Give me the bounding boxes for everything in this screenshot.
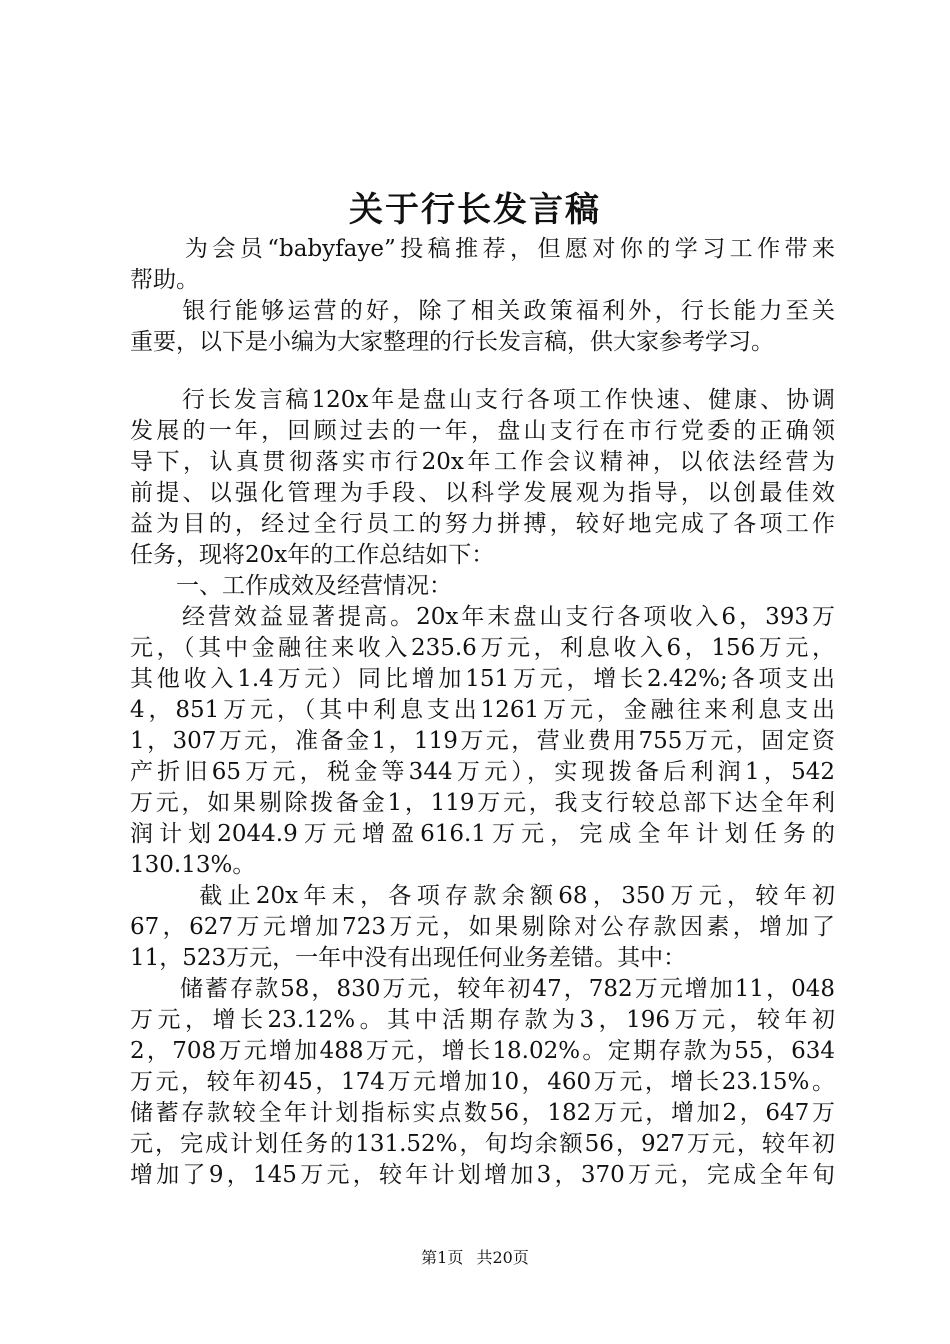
paragraph-line: 增加了9，145万元，较年计划增加3，370万元，完成全年旬 — [130, 1162, 835, 1188]
paragraph-line: 截止20x年末，各项存款余额68，350万元，较年初 — [130, 883, 835, 909]
paragraph-deposits — [130, 881, 835, 974]
paragraph-line: 发展的一年，回顾过去的一年，盘山支行在市行党委的正确领 — [130, 418, 835, 444]
page-footer — [0, 1245, 950, 1268]
paragraph-line: 银行能够运营的好，除了相关政策福利外，行长能力至关 — [130, 298, 835, 324]
paragraph-line: 元，（其中金融往来收入235.6万元，利息收入6，156万元， — [130, 635, 835, 661]
paragraph-line: 行长发言稿120x年是盘山支行各项工作快速、健康、协调 — [130, 387, 835, 413]
paragraph-line: 帮助。 — [130, 267, 199, 293]
paragraph-line: 前提、以强化管理为手段、以科学发展观为指导，以创最佳效 — [130, 480, 835, 506]
paragraph-line: 重要，以下是小编为大家整理的行长发言稿，供大家参考学习。 — [130, 329, 774, 355]
paragraph-intro — [130, 234, 835, 296]
paragraph-savings — [130, 974, 835, 1191]
paragraph-line: 导下，认真贯彻落实市行20x年工作会议精神，以依法经营为 — [130, 449, 835, 475]
paragraph-line: 其他收入1.4万元）同比增加151万元，增长2.42%;各项支出 — [130, 666, 835, 692]
paragraph-summary — [130, 296, 835, 358]
paragraph-line: 产折旧65万元，税金等344万元），实现拨备后利润1，542 — [130, 759, 835, 785]
paragraph-line: 元，完成计划任务的131.52%，旬均余额56，927万元，较年初 — [130, 1131, 835, 1157]
section-heading — [130, 571, 835, 602]
paragraph-line: 130.13%。 — [130, 852, 256, 878]
page-number: 第1页 — [421, 1248, 464, 1267]
paragraph-line: 11，523万元，一年中没有出现任何业务差错。其中： — [130, 945, 687, 971]
paragraph-line: 益为目的，经过全行员工的努力拼搏，较好地完成了各项工作 — [130, 511, 835, 537]
paragraph-line: 为会员“babyfaye”投稿推荐，但愿对你的学习工作带来 — [130, 236, 835, 262]
paragraph-line: 储蓄存款较全年计划指标实点数56，182万元，增加2，647万 — [130, 1100, 835, 1126]
paragraph-line: 任务，现将20x年的工作总结如下： — [130, 542, 495, 568]
paragraph-line: 一、工作成效及经营情况： — [130, 573, 452, 599]
paragraph-line: 1，307万元，准备金1，119万元，营业费用755万元，固定资 — [130, 728, 835, 754]
page-total: 共20页 — [476, 1248, 529, 1267]
paragraph-opening — [130, 385, 835, 571]
paragraph-line: 润计划2044.9万元增盈616.1万元，完成全年计划任务的 — [130, 821, 835, 847]
paragraph-line: 2，708万元增加488万元，增长18.02%。定期存款为55，634 — [130, 1038, 835, 1064]
paragraph-line: 万元，如果剔除拨备金1，119万元，我支行较总部下达全年利 — [130, 790, 835, 816]
document-body — [130, 234, 835, 1191]
paragraph-line: 67，627万元增加723万元，如果剔除对公存款因素，增加了 — [130, 914, 835, 940]
paragraph-income — [130, 602, 835, 881]
paragraph-line: 储蓄存款58，830万元，较年初47，782万元增加11，048 — [130, 976, 835, 1002]
paragraph-line: 经营效益显著提高。20x年末盘山支行各项收入6，393万 — [130, 604, 835, 630]
paragraph-line: 万元，较年初45，174万元增加10，460万元，增长23.15%。 — [130, 1069, 835, 1095]
document-title: 关于行长发言稿 — [349, 190, 601, 230]
paragraph-line: 4，851万元，（其中利息支出1261万元，金融往来利息支出 — [130, 697, 835, 723]
paragraph-gap — [130, 358, 835, 385]
paragraph-line: 万元，增长23.12%。其中活期存款为3，196万元，较年初 — [130, 1007, 835, 1033]
